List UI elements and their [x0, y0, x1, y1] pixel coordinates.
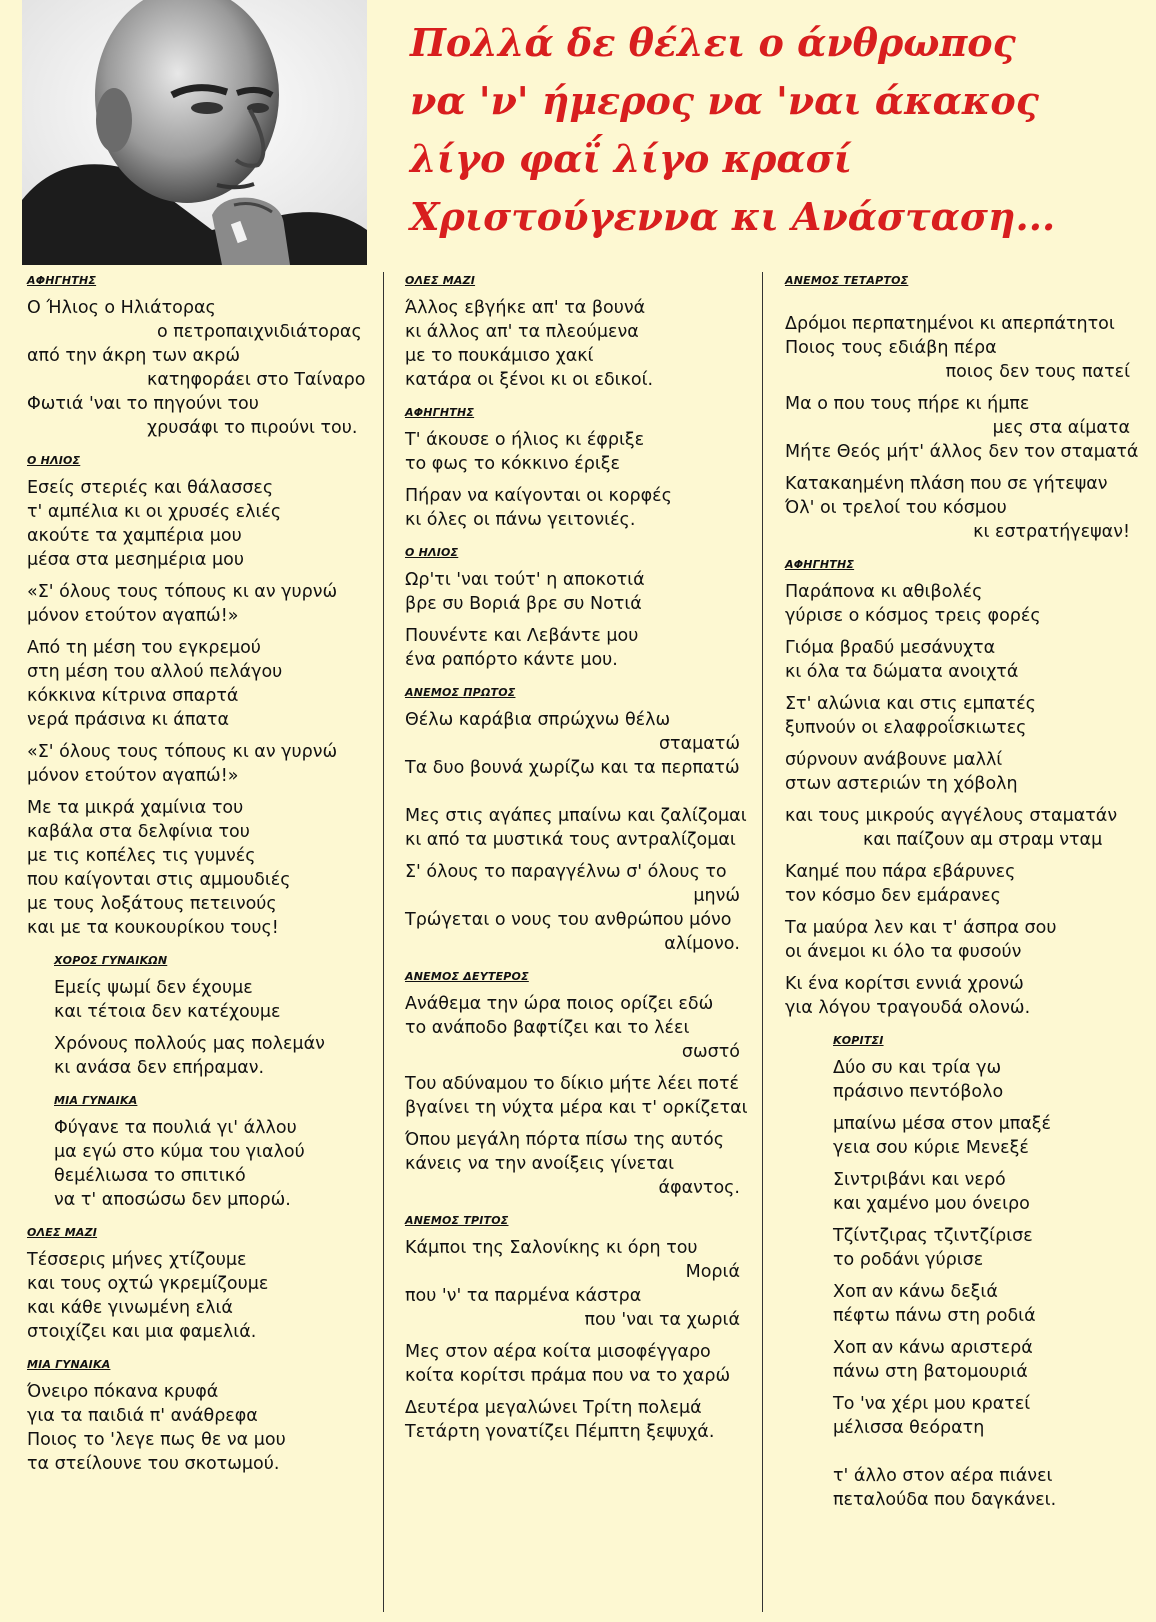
verse-line: και κάθε γινωμένη ελιά	[27, 1298, 233, 1318]
stanza	[833, 1280, 1130, 1328]
verse-line: κι ανάσα δεν επήραμαν.	[54, 1058, 265, 1078]
stanza	[785, 312, 1130, 384]
speaker-heading: ΜΙΑ ΓΥΝΑΙΚΑ	[54, 1094, 138, 1107]
verse-line: Τρώγεται ο νους του ανθρώπου μόνο	[405, 910, 732, 930]
verse-line: κι από τα μυστικά τους αντραλίζομαι	[405, 830, 736, 850]
stanza	[405, 1128, 740, 1200]
stanza	[405, 708, 740, 780]
verse-line: Χρόνους πολλούς μας πολεμάν	[54, 1034, 325, 1054]
verse-line: σταματώ	[658, 734, 740, 754]
title-line-3: λίγο φαΐ λίγο κρασί	[410, 136, 853, 181]
verse-line: Ποιος τους εδιάβη πέρα	[785, 338, 997, 358]
verse-line: βγαίνει τη νύχτα μέρα και τ' ορκίζεται	[405, 1098, 748, 1118]
stanza	[833, 1168, 1130, 1216]
verse-line: άφαντος.	[658, 1178, 740, 1198]
verse-line: ακούτε τα χαμπέρια μου	[27, 526, 242, 546]
verse-line: το φως το κόκκινο έριξε	[405, 454, 620, 474]
verse-line: ένα ραπόρτο κάντε μου.	[405, 650, 618, 670]
verse-line: και τους μικρούς αγγέλους σταματάν	[785, 806, 1118, 826]
column-divider-2	[762, 272, 763, 1612]
verse-line: για λόγου τραγουδά ολονώ.	[785, 998, 1031, 1018]
verse-line: πάνω στη βατομουριά	[833, 1362, 1028, 1382]
verse-line: με τους λοξάτους πετεινούς	[27, 894, 277, 914]
stanza	[785, 692, 1130, 740]
speaker-heading: ΑΝΕΜΟΣ ΔΕΥΤΕΡΟΣ	[405, 970, 529, 983]
verse-line: ποιος δεν τους πατεί	[945, 362, 1130, 382]
verse-line: οι άνεμοι κι όλο τα φυσούν	[785, 942, 1022, 962]
stanza	[405, 624, 740, 672]
verse-line: Ανάθεμα την ώρα ποιος ορίζει εδώ	[405, 994, 714, 1014]
stanza	[54, 1116, 367, 1212]
verse-line: στη μέση του αλλού πελάγου	[27, 662, 283, 682]
stanza	[833, 1392, 1130, 1440]
verse-line: από την άκρη των ακρώ	[27, 346, 241, 366]
stanza	[27, 740, 367, 788]
verse-line: Μήτε Θεός μήτ' άλλος δεν τον σταματά	[785, 442, 1139, 462]
verse-line: κι εστρατήγεψαν!	[973, 522, 1130, 542]
verse-line: κάνεις να την ανοίξεις γίνεται	[405, 1154, 675, 1174]
verse-line: Με τα μικρά χαμίνια του	[27, 798, 244, 818]
verse-line: Φωτιά 'ναι το πηγούνι του	[27, 394, 259, 414]
verse-line: με το πουκάμισο χακί	[405, 346, 594, 366]
stanza	[54, 1032, 367, 1080]
verse-line: τον κόσμο δεν εμάρανες	[785, 886, 1001, 906]
speaker-heading: Ο ΗΛΙΟΣ	[27, 454, 81, 467]
speaker-heading: ΑΝΕΜΟΣ ΤΡΙΤΟΣ	[405, 1214, 509, 1227]
verse-line: Ο Ήλιος ο Ηλιάτορας	[27, 298, 216, 318]
verse-line: Τ' άκουσε ο ήλιος κι έφριξε	[405, 430, 645, 450]
spacer	[833, 1448, 1130, 1464]
stanza	[785, 472, 1130, 544]
stanza	[833, 1056, 1130, 1104]
stanza	[785, 392, 1139, 464]
verse-line: και τους οχτώ γκρεμίζουμε	[27, 1274, 269, 1294]
girl-song-block	[785, 1034, 1130, 1512]
speaker-heading: ΑΝΕΜΟΣ ΤΕΤΑΡΤΟΣ	[785, 274, 909, 287]
stanza	[785, 916, 1130, 964]
verse-line: Ωρ'τι 'ναι τούτ' η αποκοτιά	[405, 570, 645, 590]
verse-line: στων αστεριών τη χόβολη	[785, 774, 1018, 794]
stanza	[405, 296, 740, 392]
verse-line: Μα ο που τους πήρε κι ήμπε	[785, 394, 1030, 414]
verse-line: Τα μαύρα λεν και τ' άσπρα σου	[785, 918, 1057, 938]
verse-line: Από τη μέση του εγκρεμού	[27, 638, 261, 658]
spacer	[785, 296, 1130, 312]
verse-line: Εσείς στεριές και θάλασσες	[27, 478, 274, 498]
stanza	[405, 804, 747, 852]
verse-line: μηνώ	[693, 886, 740, 906]
stanza	[405, 992, 740, 1064]
verse-line: πράσινο πεντόβολο	[833, 1082, 1004, 1102]
stanza	[785, 636, 1130, 684]
verse-line: κι όλες οι πάνω γειτονιές.	[405, 510, 636, 530]
verse-line: θεμέλιωσα το σπιτικό	[54, 1166, 246, 1186]
stanza	[405, 568, 740, 616]
verse-line: Θέλω καράβια σπρώχνω θέλω	[405, 710, 671, 730]
speaker-heading: Ο ΗΛΙΟΣ	[405, 546, 459, 559]
stanza	[405, 1236, 740, 1332]
verse-line: Μοριά	[685, 1262, 740, 1282]
title-line-4: Χριστούγεννα κι Ανάσταση...	[410, 194, 1056, 239]
verse-line: πεταλούδα που δαγκάνει.	[833, 1490, 1057, 1510]
verse-line: Φύγανε τα πουλιά γι' άλλου	[54, 1118, 297, 1138]
verse-line: Σιντριβάνι και νερό	[833, 1170, 1006, 1190]
stanza	[27, 296, 367, 440]
verse-line: το ανάποδο βαφτίζει και το λέει	[405, 1018, 690, 1038]
speaker-heading: ΟΛΕΣ ΜΑΖΙ	[405, 274, 476, 287]
verse-line: τα στείλουνε του σκοτωμού.	[27, 1454, 280, 1474]
verse-line: Στ' αλώνια και στις εμπατές	[785, 694, 1036, 714]
stanza	[405, 860, 740, 956]
stanza	[27, 476, 367, 572]
verse-line: Γιόμα βραδύ μεσάνυχτα	[785, 638, 996, 658]
speaker-heading: ΚΟΡΙΤΣΙ	[833, 1034, 884, 1047]
verse-line: κι άλλος απ' τα πλεούμενα	[405, 322, 639, 342]
verse-line: μέσα στα μεσημέρια μου	[27, 550, 244, 570]
verse-line: Τέσσερις μήνες χτίζουμε	[27, 1250, 247, 1270]
verse-line: κόκκινα κίτρινα σπαρτά	[27, 686, 239, 706]
column-divider-1	[383, 272, 384, 1612]
title-line-1: Πολλά δε θέλει ο άνθρωπος	[410, 20, 1016, 65]
stanza	[27, 1248, 367, 1344]
verse-line: Δρόμοι περπατημένοι κι απερπάτητοι	[785, 314, 1115, 334]
verse-line: Τα δυο βουνά χωρίζω και τα περπατώ	[405, 758, 740, 778]
verse-line: Του αδύναμου το δίκιο μήτε λέει ποτέ	[405, 1074, 740, 1094]
verse-line: το ροδάνι γύρισε	[833, 1250, 984, 1270]
verse-line: πέφτω πάνω στη ροδιά	[833, 1306, 1036, 1326]
verse-line: μπαίνω μέσα στον μπαξέ	[833, 1114, 1051, 1134]
verse-line: κι όλα τα δώματα ανοιχτά	[785, 662, 1019, 682]
verse-line: και με τα κουκουρίκου τους!	[27, 918, 279, 938]
verse-line: χρυσάφι το πιρούνι του.	[147, 418, 358, 438]
verse-line: μόνον ετούτον αγαπώ!»	[27, 606, 239, 626]
speaker-heading: ΑΝΕΜΟΣ ΠΡΩΤΟΣ	[405, 686, 516, 699]
verse-line: ξυπνούν οι ελαφροΐσκιωτες	[785, 718, 1027, 738]
verse-line: «Σ' όλους τους τόπους κι αν γυρνώ	[27, 582, 338, 602]
verse-line: Χοπ αν κάνω αριστερά	[833, 1338, 1033, 1358]
verse-line: Όπου μεγάλη πόρτα πίσω της αυτός	[405, 1130, 725, 1150]
stanza	[405, 1072, 748, 1120]
verse-line: που καίγονται στις αμμουδιές	[27, 870, 291, 890]
stanza	[833, 1464, 1130, 1512]
verse-line: Δευτέρα μεγαλώνει Τρίτη πολεμά	[405, 1398, 702, 1418]
verse-line: Τετάρτη γονατίζει Πέμπτη ξεψυχά.	[405, 1422, 715, 1442]
verse-line: κατάρα οι ξένοι κι οι εδικοί.	[405, 370, 654, 390]
verse-line: Το 'να χέρι μου κρατεί	[833, 1394, 1031, 1414]
verse-line: Ποιος το 'λεγε πως θε να μου	[27, 1430, 286, 1450]
stanza	[833, 1224, 1130, 1272]
verse-line: μες στα αίματα	[992, 418, 1130, 438]
verse-line: Όνειρο πόκανα κρυφά	[27, 1382, 219, 1402]
stanza	[833, 1336, 1130, 1384]
verse-line: και παίζουν αμ στραμ νταμ	[863, 830, 1103, 850]
verse-line: αλίμονο.	[664, 934, 740, 954]
title-verse	[410, 14, 1140, 246]
verse-line: για τα παιδιά π' ανάθρεφα	[27, 1406, 258, 1426]
verse-line: Σ' όλους το παραγγέλνω σ' όλους το	[405, 862, 727, 882]
stanza	[405, 1340, 740, 1388]
verse-line: Εμείς ψωμί δεν έχουμε	[54, 978, 253, 998]
speaker-heading: ΑΦΗΓΗΤΗΣ	[785, 558, 855, 571]
speaker-heading: ΜΙΑ ΓΥΝΑΙΚΑ	[27, 1358, 111, 1371]
verse-line: Παράπονα κι αθιβολές	[785, 582, 983, 602]
stanza	[405, 1396, 740, 1444]
verse-line: να τ' αποσώσω δεν μπορώ.	[54, 1190, 291, 1210]
verse-line: μα εγώ στο κύμα του γιαλού	[54, 1142, 305, 1162]
verse-line: Άλλος εβγήκε απ' τα βουνά	[405, 298, 646, 318]
verse-line: κατηφοράει στο Ταίναρο	[147, 370, 366, 390]
stanza	[27, 1380, 367, 1476]
verse-line: νερά πράσινα κι άπατα	[27, 710, 229, 730]
verse-line: Τζίντζιρας τζιντζίρισε	[833, 1226, 1033, 1246]
poem-column-2	[405, 274, 748, 1614]
verse-line: κοίτα κορίτσι πράμα που να το χαρώ	[405, 1366, 731, 1386]
speaker-heading: ΟΛΕΣ ΜΑΖΙ	[27, 1226, 98, 1239]
stanza	[785, 860, 1130, 908]
speaker-heading: ΧΟΡΟΣ ΓΥΝΑΙΚΩΝ	[54, 954, 168, 967]
spacer	[405, 788, 740, 804]
stanza	[27, 636, 367, 732]
verse-line: τ' αμπέλια κι οι χρυσές ελιές	[27, 502, 282, 522]
verse-line: Χοπ αν κάνω δεξιά	[833, 1282, 998, 1302]
verse-line: Μες στον αέρα κοίτα μισοφέγγαρο	[405, 1342, 711, 1362]
verse-line: μέλισσα θεόρατη	[833, 1418, 985, 1438]
stanza	[27, 796, 367, 940]
stanza	[785, 580, 1130, 628]
verse-line: σωστό	[681, 1042, 740, 1062]
verse-line: Μες στις αγάπες μπαίνω και ζαλίζομαι	[405, 806, 747, 826]
stanza	[54, 976, 367, 1024]
verse-line: Πήραν να καίγονται οι κορφές	[405, 486, 672, 506]
verse-line: Πουνέντε και Λεβάντε μου	[405, 626, 639, 646]
verse-line: σύρνουν ανάβουνε μαλλί	[785, 750, 1003, 770]
stanza	[785, 972, 1130, 1020]
speaker-heading: ΑΦΗΓΗΤΗΣ	[405, 406, 475, 419]
stanza	[405, 428, 740, 476]
verse-line: μόνον ετούτον αγαπώ!»	[27, 766, 239, 786]
poem-column-3	[785, 274, 1139, 1614]
verse-line: Κατακαημένη πλάση που σε γήτεψαν	[785, 474, 1108, 494]
stanza	[27, 580, 367, 628]
verse-line: Κι ένα κορίτσι εννιά χρονώ	[785, 974, 1024, 994]
verse-line: στοιχίζει και μια φαμελιά.	[27, 1322, 257, 1342]
verse-line: γεια σου κύριε Μενεξέ	[833, 1138, 1029, 1158]
verse-line: γύρισε ο κόσμος τρεις φορές	[785, 606, 1041, 626]
verse-line: και χαμένο μου όνειρο	[833, 1194, 1030, 1214]
verse-line: και τέτοια δεν κατέχουμε	[54, 1002, 281, 1022]
verse-line: που 'ναι τα χωριά	[584, 1310, 740, 1330]
speaker-heading: ΑΦΗΓΗΤΗΣ	[27, 274, 97, 287]
verse-line: Καημέ που πάρα εβάρυνες	[785, 862, 1016, 882]
stanza	[785, 748, 1130, 796]
verse-line: βρε συ Βοριά βρε συ Νοτιά	[405, 594, 642, 614]
verse-line: καβάλα στα δελφίνια του	[27, 822, 250, 842]
stanza	[785, 804, 1130, 852]
chorus-block	[27, 954, 367, 1212]
verse-line: που 'ν' τα παρμένα κάστρα	[405, 1286, 642, 1306]
title-line-2: να 'ν' ήμερος να 'ναι άκακος	[410, 78, 1039, 123]
verse-line: Όλ' οι τρελοί του κόσμου	[785, 498, 1007, 518]
poem-column-1	[27, 274, 367, 1614]
verse-line: ο πετροπαιχνιδιάτορας	[157, 322, 362, 342]
verse-line: «Σ' όλους τους τόπους κι αν γυρνώ	[27, 742, 338, 762]
verse-line: Δύο συ και τρία γω	[833, 1058, 1002, 1078]
stanza	[405, 484, 740, 532]
stanza	[833, 1112, 1130, 1160]
verse-line: Κάμποι της Σαλονίκης κι όρη του	[405, 1238, 698, 1258]
verse-line: τ' άλλο στον αέρα πιάνει	[833, 1466, 1053, 1486]
poet-portrait	[22, 0, 367, 265]
verse-line: με τις κοπέλες τις γυμνές	[27, 846, 256, 866]
